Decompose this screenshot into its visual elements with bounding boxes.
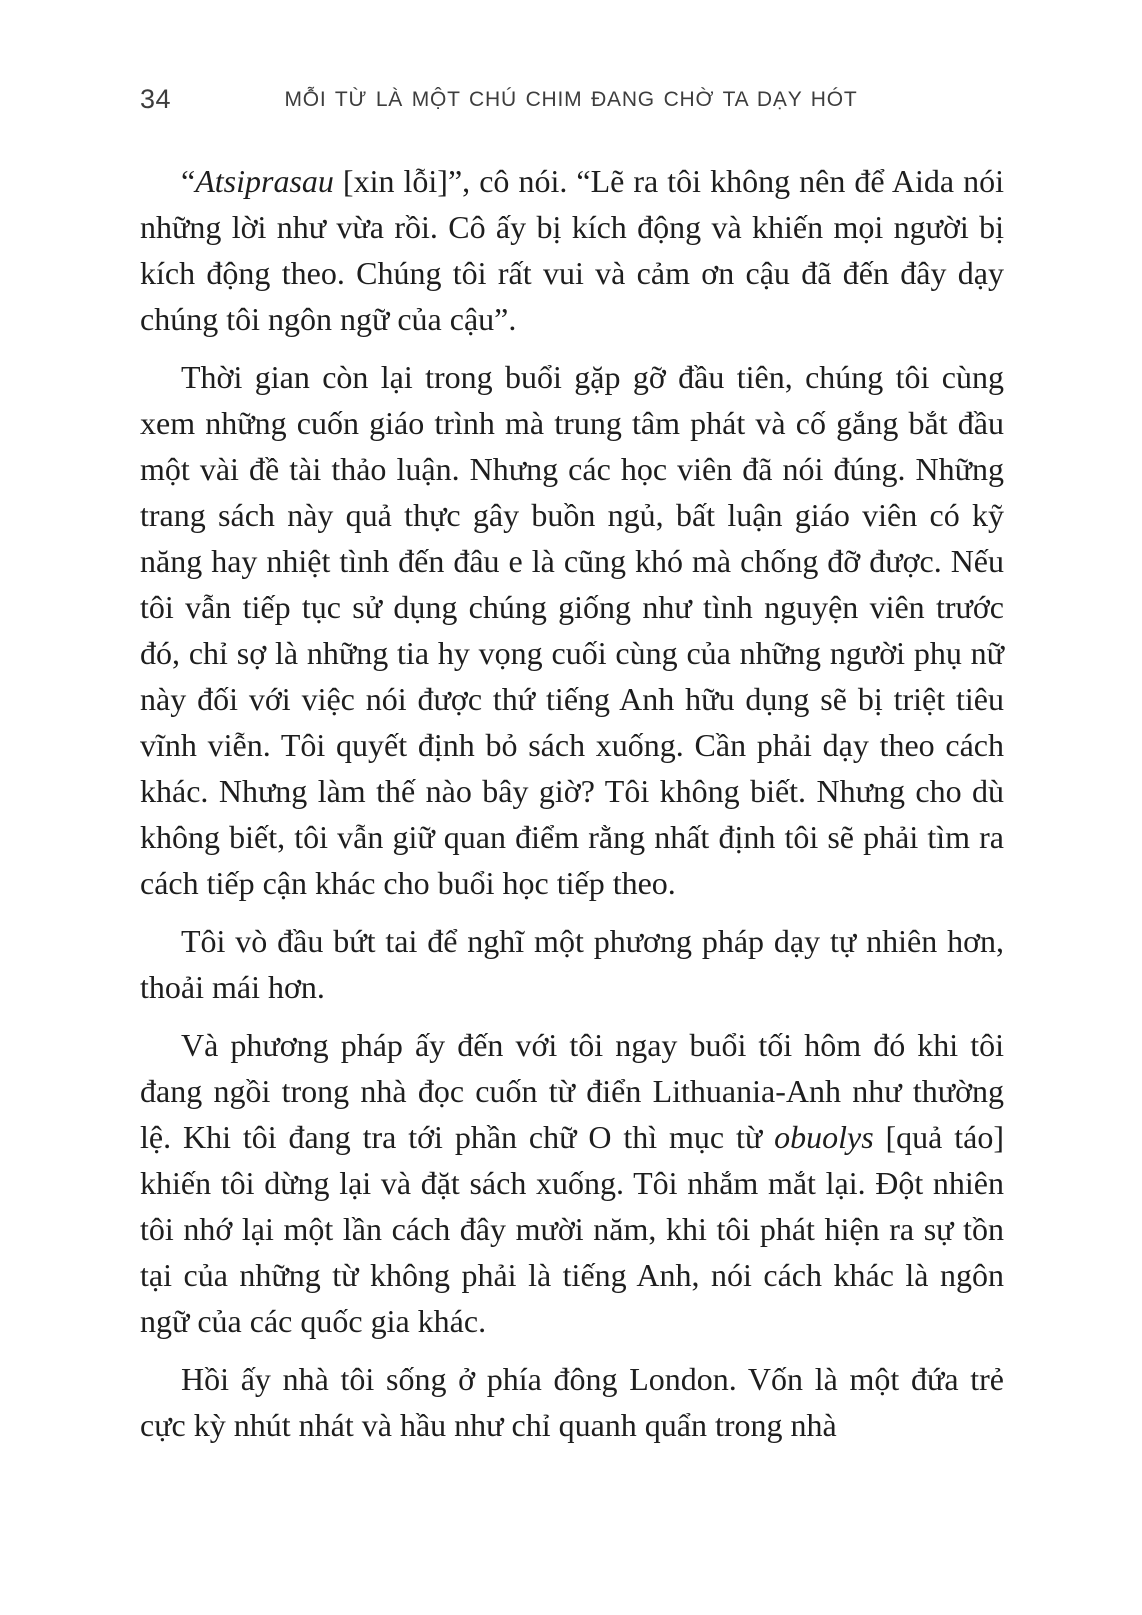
running-title: MỖI TỪ LÀ MỘT CHÚ CHIM ĐANG CHỜ TA DẠY HÓT xyxy=(284,88,858,111)
text-run: Thời gian còn lại trong buổi gặp gỡ đầu tiên, chúng tôi cùng xem những cuốn giáo trình mà trung tâm phát và cố gắng bắt đầu một vài đề tài thảo luận. Nhưng các học viên đã nói đúng. Những trang sách này quả thực gây buồn ngủ, bất luận giáo viên có kỹ năng hay nhiệt tình đến đâu e là cũng khó mà chống đỡ được. Nếu tôi vẫn tiếp tục sử dụng chúng giống như tình nguyện viên trước đó, chỉ sợ là những tia hy vọng cuối cùng của những người phụ nữ này đối với việc nói được thứ tiếng Anh hữu dụng sẽ bị triệt tiêu vĩnh viễn. Tôi quyết định bỏ sách xuống. Cần phải dạy theo cách khác. Nhưng làm thế nào bây giờ? Tôi không biết. Nhưng cho dù không biết, tôi vẫn giữ quan điểm rằng nhất định tôi sẽ phải tìm ra cách tiếp cận khác cho buổi học tiếp theo. xyxy=(140,359,1004,901)
text-run: Tôi vò đầu bứt tai để nghĩ một phương pháp dạy tự nhiên hơn, thoải mái hơn. xyxy=(140,923,1004,1005)
page-number: 34 xyxy=(140,84,172,114)
text-run: “ xyxy=(181,163,196,199)
paragraph xyxy=(140,1356,1004,1448)
text-run: Hồi ấy nhà tôi sống ở phía đông London. Vốn là một đứa trẻ cực kỳ nhút nhát và hầu như chỉ quanh quẩn trong nhà xyxy=(140,1361,1004,1443)
text-run: Và phương pháp ấy đến với tôi ngay buổi tối hôm đó khi tôi đang ngồi trong nhà đọc cuốn từ điển Lithuania-Anh như thường lệ. Khi tôi đang tra tới phần chữ O thì mục từ xyxy=(140,1027,1004,1155)
body-text xyxy=(140,158,1004,1448)
paragraph xyxy=(140,918,1004,1010)
italic-run: obuolys xyxy=(774,1119,874,1155)
text-run: [quả táo] khiến tôi dừng lại và đặt sách xuống. Tôi nhắm mắt lại. Đột nhiên tôi nhớ lại một lần cách đây mười năm, khi tôi phát hiện ra sự tồn tại của những từ không phải là tiếng Anh, nói cách khác là ngôn ngữ của các quốc gia khác. xyxy=(140,1119,1005,1339)
paragraph xyxy=(140,1022,1004,1344)
text-run: [xin lỗi]”, cô nói. “Lẽ ra tôi không nên để Aida nói những lời như vừa rồi. Cô ấy bị kích động và khiến mọi người bị kích động theo. Chúng tôi rất vui và cảm ơn cậu đã đến đây dạy chúng tôi ngôn ngữ của cậu”. xyxy=(140,163,1004,337)
italic-run: Atsiprasau xyxy=(195,163,334,199)
paragraph xyxy=(140,354,1004,906)
paragraph xyxy=(140,158,1004,342)
running-head xyxy=(140,86,1002,114)
